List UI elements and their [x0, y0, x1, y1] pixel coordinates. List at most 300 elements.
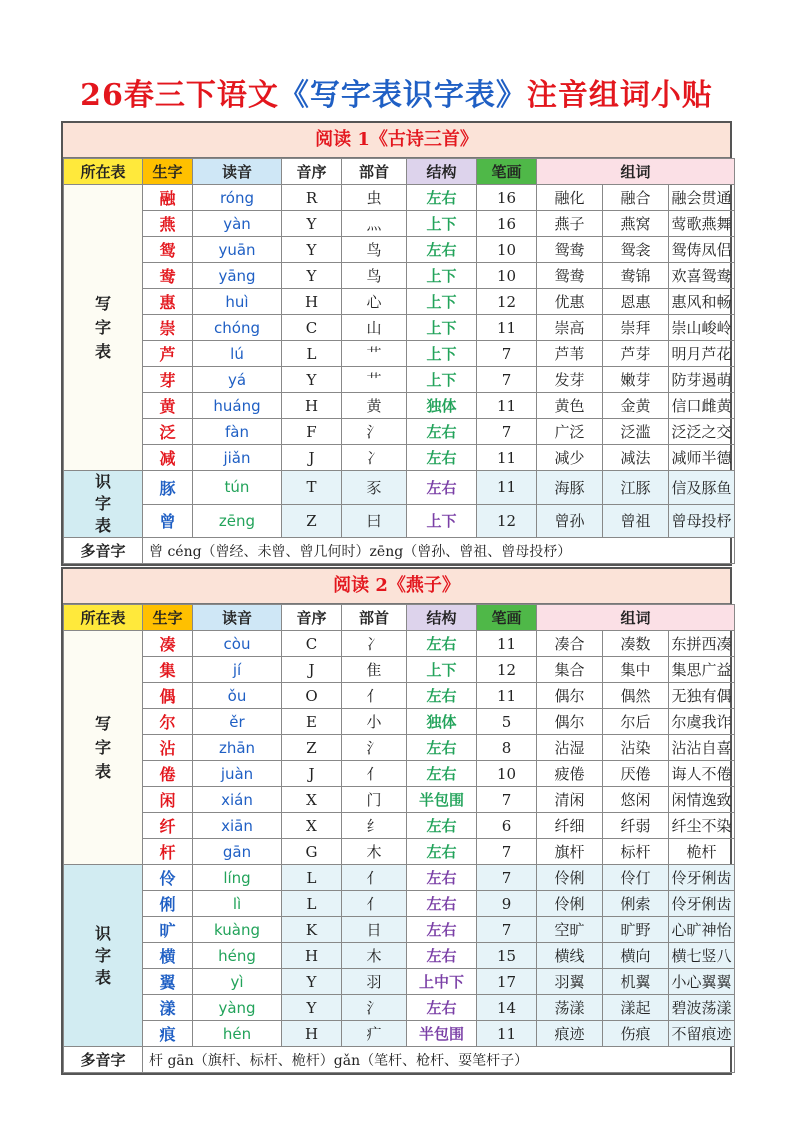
page-title-part3: 注音组词小贴	[526, 78, 713, 113]
pinyin-cell: héng	[193, 943, 282, 969]
structure-cell: 独体	[407, 709, 477, 735]
table-row	[64, 263, 735, 289]
table-row	[64, 995, 735, 1021]
structure-cell: 左右	[407, 683, 477, 709]
header-row	[64, 605, 735, 631]
character-cell: 黄	[143, 393, 193, 419]
page-title-part2: 《写字表识字表》	[278, 78, 527, 113]
polyphone-text: 杆 gān（旗杆、标杆、桅杆）gǎn（笔杆、枪杆、耍笔杆子）	[143, 1047, 735, 1073]
word-cell-3: 防芽遏萌	[669, 367, 735, 393]
lesson-section-1	[61, 121, 732, 566]
table-row	[64, 813, 735, 839]
word-cell-1: 鸳鸯	[537, 237, 603, 263]
page-title	[0, 70, 793, 114]
structure-cell: 左右	[407, 865, 477, 891]
word-cell-1: 偶尔	[537, 709, 603, 735]
character-cell: 凑	[143, 631, 193, 657]
pinyin-cell: hén	[193, 1021, 282, 1047]
word-cell-2: 芦芽	[603, 341, 669, 367]
radical-cell: 亻	[342, 865, 407, 891]
word-cell-1: 燕子	[537, 211, 603, 237]
order-cell: F	[282, 419, 342, 445]
character-cell: 旷	[143, 917, 193, 943]
character-cell: 漾	[143, 995, 193, 1021]
word-cell-3: 纤尘不染	[669, 813, 735, 839]
word-cell-2: 江豚	[603, 471, 669, 505]
stroke-count-cell: 11	[477, 1021, 537, 1047]
radical-cell: 日	[342, 917, 407, 943]
radical-cell: 小	[342, 709, 407, 735]
character-cell: 倦	[143, 761, 193, 787]
pinyin-cell: yuān	[193, 237, 282, 263]
radical-cell: 羽	[342, 969, 407, 995]
order-cell: O	[282, 683, 342, 709]
word-cell-1: 曾孙	[537, 504, 603, 538]
character-cell: 沾	[143, 735, 193, 761]
table-row	[64, 315, 735, 341]
word-cell-1: 海豚	[537, 471, 603, 505]
structure-cell: 左右	[407, 631, 477, 657]
structure-cell: 左右	[407, 839, 477, 865]
word-cell-3: 尔虞我诈	[669, 709, 735, 735]
structure-cell: 左右	[407, 891, 477, 917]
word-cell-1: 横线	[537, 943, 603, 969]
character-cell: 鸳	[143, 237, 193, 263]
character-cell: 尔	[143, 709, 193, 735]
radical-cell: 亻	[342, 891, 407, 917]
vocab-table	[63, 604, 735, 1073]
stroke-count-cell: 7	[477, 367, 537, 393]
radical-cell: 灬	[342, 211, 407, 237]
stroke-count-cell: 7	[477, 787, 537, 813]
radical-cell: 山	[342, 315, 407, 341]
structure-cell: 上下	[407, 211, 477, 237]
structure-cell: 左右	[407, 761, 477, 787]
structure-cell: 左右	[407, 185, 477, 211]
structure-cell: 左右	[407, 237, 477, 263]
header-radical: 部首	[342, 159, 407, 185]
pinyin-cell: xiān	[193, 813, 282, 839]
character-cell: 横	[143, 943, 193, 969]
order-cell: Z	[282, 504, 342, 538]
word-cell-3: 桅杆	[669, 839, 735, 865]
radical-cell: 虫	[342, 185, 407, 211]
character-cell: 偶	[143, 683, 193, 709]
structure-cell: 上下	[407, 289, 477, 315]
stroke-count-cell: 14	[477, 995, 537, 1021]
header-char: 生字	[143, 605, 193, 631]
order-cell: C	[282, 631, 342, 657]
word-cell-1: 荡漾	[537, 995, 603, 1021]
order-cell: H	[282, 393, 342, 419]
character-cell: 惠	[143, 289, 193, 315]
table-row	[64, 787, 735, 813]
stroke-count-cell: 12	[477, 657, 537, 683]
word-cell-2: 融合	[603, 185, 669, 211]
order-cell: Y	[282, 995, 342, 1021]
header-words: 组词	[537, 605, 735, 631]
header-loc: 所在表	[64, 159, 143, 185]
structure-cell: 上下	[407, 315, 477, 341]
word-cell-2: 凑数	[603, 631, 669, 657]
word-cell-1: 广泛	[537, 419, 603, 445]
structure-cell: 左右	[407, 445, 477, 471]
word-cell-1: 清闲	[537, 787, 603, 813]
pinyin-cell: juàn	[193, 761, 282, 787]
word-cell-2: 纤弱	[603, 813, 669, 839]
word-cell-1: 黄色	[537, 393, 603, 419]
pinyin-cell: ěr	[193, 709, 282, 735]
radical-cell: 疒	[342, 1021, 407, 1047]
table-row	[64, 735, 735, 761]
table-row	[64, 445, 735, 471]
order-cell: L	[282, 341, 342, 367]
table-row	[64, 657, 735, 683]
word-cell-3: 横七竖八	[669, 943, 735, 969]
word-cell-3: 减师半德	[669, 445, 735, 471]
section-title: 阅读 2《燕子》	[63, 569, 730, 604]
table-row	[64, 341, 735, 367]
word-cell-3: 明月芦花	[669, 341, 735, 367]
structure-cell: 上下	[407, 341, 477, 367]
stroke-count-cell: 15	[477, 943, 537, 969]
word-cell-1: 发芽	[537, 367, 603, 393]
word-cell-1: 羽翼	[537, 969, 603, 995]
character-cell: 杆	[143, 839, 193, 865]
radical-cell: 心	[342, 289, 407, 315]
pinyin-cell: còu	[193, 631, 282, 657]
word-cell-2: 偶然	[603, 683, 669, 709]
word-cell-3: 心旷神怡	[669, 917, 735, 943]
structure-cell: 左右	[407, 419, 477, 445]
word-cell-3: 闲情逸致	[669, 787, 735, 813]
word-cell-3: 碧波荡漾	[669, 995, 735, 1021]
word-cell-2: 旷野	[603, 917, 669, 943]
pinyin-cell: jí	[193, 657, 282, 683]
character-cell: 痕	[143, 1021, 193, 1047]
word-cell-2: 曾祖	[603, 504, 669, 538]
order-cell: Y	[282, 237, 342, 263]
word-cell-3: 伶牙俐齿	[669, 865, 735, 891]
word-cell-2: 厌倦	[603, 761, 669, 787]
table-row	[64, 367, 735, 393]
word-cell-1: 疲倦	[537, 761, 603, 787]
order-cell: H	[282, 1021, 342, 1047]
pinyin-cell: róng	[193, 185, 282, 211]
stroke-count-cell: 10	[477, 237, 537, 263]
order-cell: H	[282, 289, 342, 315]
word-cell-1: 伶俐	[537, 865, 603, 891]
word-cell-3: 沾沾自喜	[669, 735, 735, 761]
word-cell-3: 曾母投杼	[669, 504, 735, 538]
word-cell-2: 鸯锦	[603, 263, 669, 289]
pinyin-cell: chóng	[193, 315, 282, 341]
page-title-part1: 26春三下语文	[80, 78, 279, 113]
word-cell-2: 俐索	[603, 891, 669, 917]
table-row	[64, 237, 735, 263]
pinyin-cell: ǒu	[193, 683, 282, 709]
word-cell-2: 沾染	[603, 735, 669, 761]
table-row	[64, 393, 735, 419]
header-row	[64, 159, 735, 185]
pinyin-cell: zhān	[193, 735, 282, 761]
table-row	[64, 761, 735, 787]
pinyin-cell: yá	[193, 367, 282, 393]
header-loc: 所在表	[64, 605, 143, 631]
radical-cell: 门	[342, 787, 407, 813]
radical-cell: 纟	[342, 813, 407, 839]
pinyin-cell: lú	[193, 341, 282, 367]
stroke-count-cell: 11	[477, 393, 537, 419]
radical-cell: 木	[342, 943, 407, 969]
word-cell-2: 崇拜	[603, 315, 669, 341]
structure-cell: 半包围	[407, 787, 477, 813]
word-cell-2: 漾起	[603, 995, 669, 1021]
table-row	[64, 185, 735, 211]
word-cell-1: 融化	[537, 185, 603, 211]
radical-cell: 亻	[342, 683, 407, 709]
header-radical: 部首	[342, 605, 407, 631]
radical-cell: 黄	[342, 393, 407, 419]
character-cell: 芦	[143, 341, 193, 367]
radical-cell: 隹	[342, 657, 407, 683]
word-cell-1: 空旷	[537, 917, 603, 943]
table-row	[64, 709, 735, 735]
pinyin-cell: yàng	[193, 995, 282, 1021]
character-cell: 集	[143, 657, 193, 683]
character-cell: 闲	[143, 787, 193, 813]
word-cell-3: 崇山峻岭	[669, 315, 735, 341]
stroke-count-cell: 10	[477, 263, 537, 289]
word-cell-3: 欢喜鸳鸯	[669, 263, 735, 289]
word-cell-2: 燕窝	[603, 211, 669, 237]
order-cell: Y	[282, 367, 342, 393]
structure-cell: 上下	[407, 504, 477, 538]
character-cell: 燕	[143, 211, 193, 237]
word-cell-1: 凑合	[537, 631, 603, 657]
stroke-count-cell: 7	[477, 865, 537, 891]
order-cell: H	[282, 943, 342, 969]
pinyin-cell: huáng	[193, 393, 282, 419]
word-cell-2: 泛滥	[603, 419, 669, 445]
stroke-count-cell: 11	[477, 315, 537, 341]
table-row	[64, 289, 735, 315]
radical-cell: 豕	[342, 471, 407, 505]
word-cell-3: 泛泛之交	[669, 419, 735, 445]
word-cell-1: 减少	[537, 445, 603, 471]
word-cell-1: 痕迹	[537, 1021, 603, 1047]
word-cell-3: 信口雌黄	[669, 393, 735, 419]
table-row	[64, 504, 735, 538]
radical-cell: 鸟	[342, 263, 407, 289]
word-cell-2: 金黄	[603, 393, 669, 419]
pinyin-cell: yì	[193, 969, 282, 995]
word-cell-1: 优惠	[537, 289, 603, 315]
word-cell-1: 纤细	[537, 813, 603, 839]
stroke-count-cell: 17	[477, 969, 537, 995]
structure-cell: 左右	[407, 735, 477, 761]
recog-table-label: 识 字 表	[64, 471, 143, 538]
character-cell: 泛	[143, 419, 193, 445]
pinyin-cell: lì	[193, 891, 282, 917]
character-cell: 伶	[143, 865, 193, 891]
order-cell: X	[282, 787, 342, 813]
word-cell-1: 偶尔	[537, 683, 603, 709]
order-cell: J	[282, 761, 342, 787]
structure-cell: 半包围	[407, 1021, 477, 1047]
pinyin-cell: zēng	[193, 504, 282, 538]
radical-cell: 艹	[342, 341, 407, 367]
pinyin-cell: fàn	[193, 419, 282, 445]
word-cell-3: 信及豚鱼	[669, 471, 735, 505]
polyphone-row	[64, 538, 735, 564]
table-row	[64, 1021, 735, 1047]
character-cell: 俐	[143, 891, 193, 917]
stroke-count-cell: 7	[477, 419, 537, 445]
structure-cell: 左右	[407, 813, 477, 839]
pinyin-cell: yàn	[193, 211, 282, 237]
structure-cell: 上下	[407, 263, 477, 289]
radical-cell: 氵	[342, 419, 407, 445]
radical-cell: 木	[342, 839, 407, 865]
stroke-count-cell: 5	[477, 709, 537, 735]
stroke-count-cell: 7	[477, 839, 537, 865]
order-cell: Y	[282, 263, 342, 289]
table-row	[64, 683, 735, 709]
order-cell: T	[282, 471, 342, 505]
stroke-count-cell: 16	[477, 211, 537, 237]
word-cell-2: 尔后	[603, 709, 669, 735]
word-cell-3: 无独有偶	[669, 683, 735, 709]
character-cell: 纤	[143, 813, 193, 839]
radical-cell: 亻	[342, 761, 407, 787]
character-cell: 芽	[143, 367, 193, 393]
header-read: 读音	[193, 159, 282, 185]
word-cell-1: 崇高	[537, 315, 603, 341]
word-cell-3: 融会贯通	[669, 185, 735, 211]
structure-cell: 左右	[407, 995, 477, 1021]
polyphone-label: 多音字	[64, 538, 143, 564]
header-char: 生字	[143, 159, 193, 185]
word-cell-3: 不留痕迹	[669, 1021, 735, 1047]
table-row	[64, 969, 735, 995]
word-cell-2: 恩惠	[603, 289, 669, 315]
stroke-count-cell: 11	[477, 471, 537, 505]
table-row	[64, 865, 735, 891]
polyphone-text: 曾 céng（曾经、未曾、曾几何时）zēng（曾孙、曾祖、曾母投杼）	[143, 538, 735, 564]
lesson-section-2	[61, 567, 732, 1075]
word-cell-3: 小心翼翼	[669, 969, 735, 995]
structure-cell: 左右	[407, 471, 477, 505]
order-cell: R	[282, 185, 342, 211]
word-cell-2: 标杆	[603, 839, 669, 865]
pinyin-cell: huì	[193, 289, 282, 315]
vocab-table	[63, 158, 735, 564]
stroke-count-cell: 8	[477, 735, 537, 761]
word-cell-3: 诲人不倦	[669, 761, 735, 787]
character-cell: 翼	[143, 969, 193, 995]
header-structure: 结构	[407, 159, 477, 185]
word-cell-1: 集合	[537, 657, 603, 683]
word-cell-3: 鸳俦凤侣	[669, 237, 735, 263]
polyphone-label: 多音字	[64, 1047, 143, 1073]
structure-cell: 上中下	[407, 969, 477, 995]
radical-cell: 曰	[342, 504, 407, 538]
order-cell: Z	[282, 735, 342, 761]
word-cell-2: 嫩芽	[603, 367, 669, 393]
header-structure: 结构	[407, 605, 477, 631]
word-cell-3: 惠风和畅	[669, 289, 735, 315]
order-cell: J	[282, 445, 342, 471]
radical-cell: 冫	[342, 631, 407, 657]
order-cell: Y	[282, 969, 342, 995]
table-row	[64, 917, 735, 943]
order-cell: L	[282, 891, 342, 917]
stroke-count-cell: 6	[477, 813, 537, 839]
character-cell: 豚	[143, 471, 193, 505]
write-table-label: 写 字 表	[64, 631, 143, 865]
stroke-count-cell: 11	[477, 445, 537, 471]
table-row	[64, 943, 735, 969]
word-cell-2: 鸳衾	[603, 237, 669, 263]
header-order: 音序	[282, 605, 342, 631]
stroke-count-cell: 7	[477, 341, 537, 367]
table-row	[64, 471, 735, 505]
order-cell: C	[282, 315, 342, 341]
stroke-count-cell: 7	[477, 917, 537, 943]
section-title: 阅读 1《古诗三首》	[63, 123, 730, 158]
structure-cell: 独体	[407, 393, 477, 419]
word-cell-2: 横向	[603, 943, 669, 969]
order-cell: L	[282, 865, 342, 891]
stroke-count-cell: 9	[477, 891, 537, 917]
stroke-count-cell: 11	[477, 631, 537, 657]
write-table-label: 写 字 表	[64, 185, 143, 471]
word-cell-1: 芦苇	[537, 341, 603, 367]
stroke-count-cell: 10	[477, 761, 537, 787]
word-cell-3: 莺歌燕舞	[669, 211, 735, 237]
character-cell: 减	[143, 445, 193, 471]
pinyin-cell: xián	[193, 787, 282, 813]
header-order: 音序	[282, 159, 342, 185]
order-cell: Y	[282, 211, 342, 237]
pinyin-cell: tún	[193, 471, 282, 505]
table-row	[64, 211, 735, 237]
stroke-count-cell: 11	[477, 683, 537, 709]
word-cell-2: 机翼	[603, 969, 669, 995]
character-cell: 曾	[143, 504, 193, 538]
recog-table-label: 识 字 表	[64, 865, 143, 1047]
pinyin-cell: líng	[193, 865, 282, 891]
table-row	[64, 631, 735, 657]
header-strokes: 笔画	[477, 159, 537, 185]
order-cell: E	[282, 709, 342, 735]
word-cell-2: 减法	[603, 445, 669, 471]
header-strokes: 笔画	[477, 605, 537, 631]
word-cell-3: 集思广益	[669, 657, 735, 683]
word-cell-2: 集中	[603, 657, 669, 683]
character-cell: 融	[143, 185, 193, 211]
structure-cell: 左右	[407, 943, 477, 969]
word-cell-1: 旗杆	[537, 839, 603, 865]
word-cell-2: 伶仃	[603, 865, 669, 891]
radical-cell: 艹	[342, 367, 407, 393]
word-cell-2: 悠闲	[603, 787, 669, 813]
radical-cell: 鸟	[342, 237, 407, 263]
word-cell-2: 伤痕	[603, 1021, 669, 1047]
radical-cell: 氵	[342, 735, 407, 761]
word-cell-1: 伶俐	[537, 891, 603, 917]
